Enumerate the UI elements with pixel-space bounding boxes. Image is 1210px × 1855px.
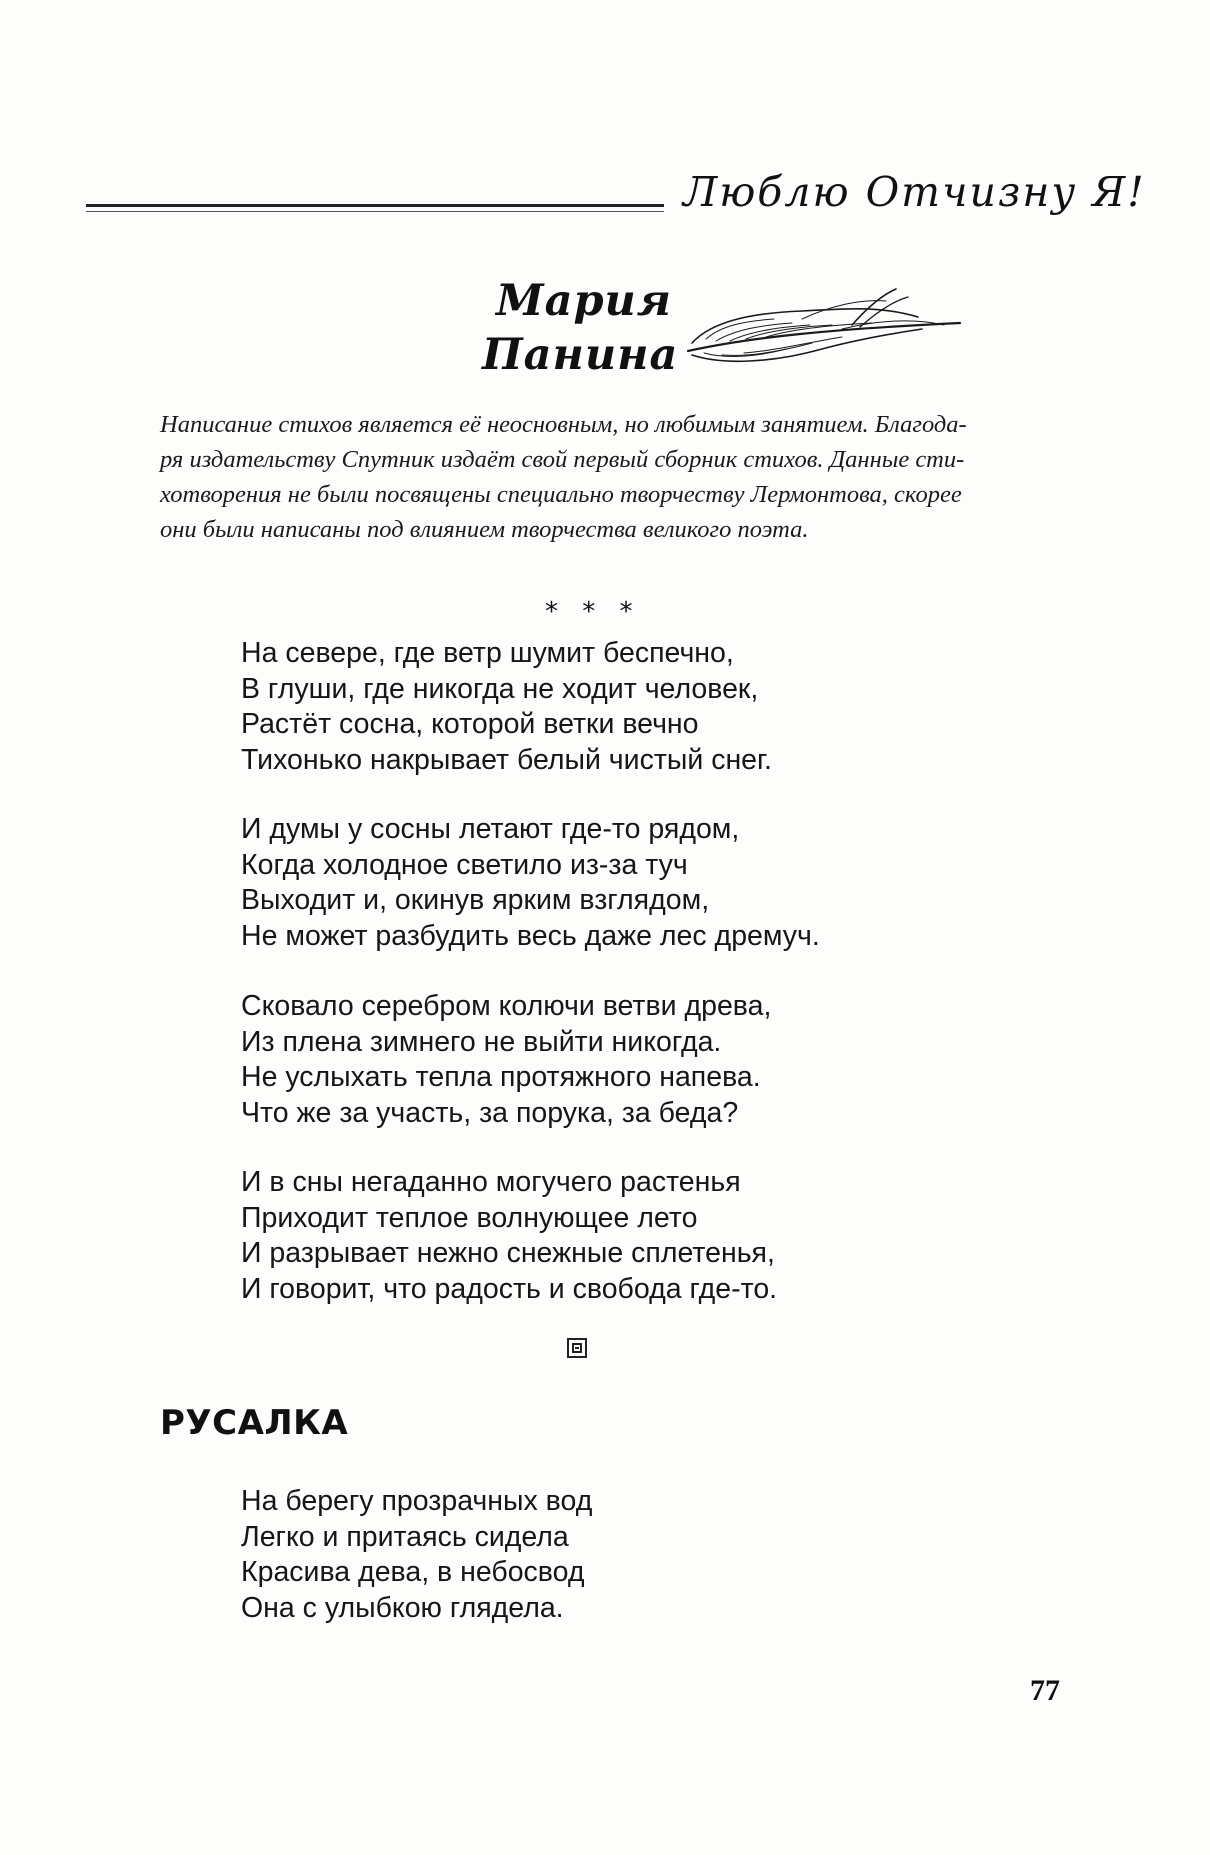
verse-line: Не может разбудить весь даже лес дремуч. — [241, 919, 820, 952]
verse-line: Когда холодное светило из-за туч — [241, 848, 688, 881]
running-title: Люблю Отчизну Я! — [683, 168, 1146, 216]
author-bio — [160, 407, 1090, 547]
poem2-title: РУСАЛКА — [160, 1403, 349, 1443]
bio-line: они были написаны под влиянием творчества великого поэта. — [160, 516, 809, 543]
verse-line: Что же за участь, за порука, за беда? — [241, 1096, 739, 1129]
poem1-stanza-3 — [241, 989, 771, 1131]
verse-line: Легко и притаясь сидела — [241, 1520, 569, 1553]
quill-feather-icon — [682, 285, 964, 369]
verse-line: На севере, где ветр шумит беспечно, — [241, 637, 734, 669]
bio-line: Написание стихов является её неосновным, но любимым занятием. Благода- — [160, 411, 967, 438]
verse-line: В глуши, где никогда не ходит человек, — [241, 672, 759, 705]
bio-line: хотворения не были посвящены специально творчеству Лермонтова, скорее — [160, 481, 962, 508]
verse-line: Красива дева, в небосвод — [241, 1556, 585, 1588]
verse-line: Растёт сосна, которой ветки вечно — [241, 708, 699, 740]
verse-line: На берегу прозрачных вод — [241, 1485, 593, 1517]
verse-line: И думы у сосны летают где-то рядом, — [241, 813, 740, 845]
poem-asterisks-title: * * * — [545, 597, 641, 627]
verse-line: Из плена зимнего не выйти никогда. — [241, 1025, 722, 1058]
verse-line: Приходит теплое волнующее лето — [241, 1201, 698, 1234]
verse-line: И в сны негаданно могучего растенья — [241, 1166, 741, 1198]
verse-line: Сковало серебром колючи ветви древа, — [241, 990, 772, 1022]
poem-end-ornament-icon — [567, 1338, 587, 1358]
poem1-stanza-1 — [241, 636, 772, 778]
bio-line: ря издательству Спутник издаёт свой первый сборник стихов. Данные сти- — [160, 446, 965, 473]
verse-line: И говорит, что радость и свобода где-то. — [241, 1272, 778, 1305]
author-last-name: Панина — [482, 330, 679, 380]
poem1-stanza-2 — [241, 812, 820, 954]
verse-line: Она с улыбкою глядела. — [241, 1591, 564, 1624]
header-rule — [86, 204, 664, 207]
page-number: 77 — [1030, 1674, 1060, 1707]
verse-line: И разрывает нежно снежные сплетенья, — [241, 1237, 775, 1269]
verse-line: Выходит и, окинув ярким взглядом, — [241, 884, 710, 916]
poem1-stanza-4 — [241, 1165, 777, 1307]
verse-line: Тихонько накрывает белый чистый снег. — [241, 743, 772, 776]
poem2-stanza-1 — [241, 1484, 592, 1626]
author-first-name: Мария — [496, 276, 673, 326]
verse-line: Не услыхать тепла протяжного напева. — [241, 1061, 761, 1093]
